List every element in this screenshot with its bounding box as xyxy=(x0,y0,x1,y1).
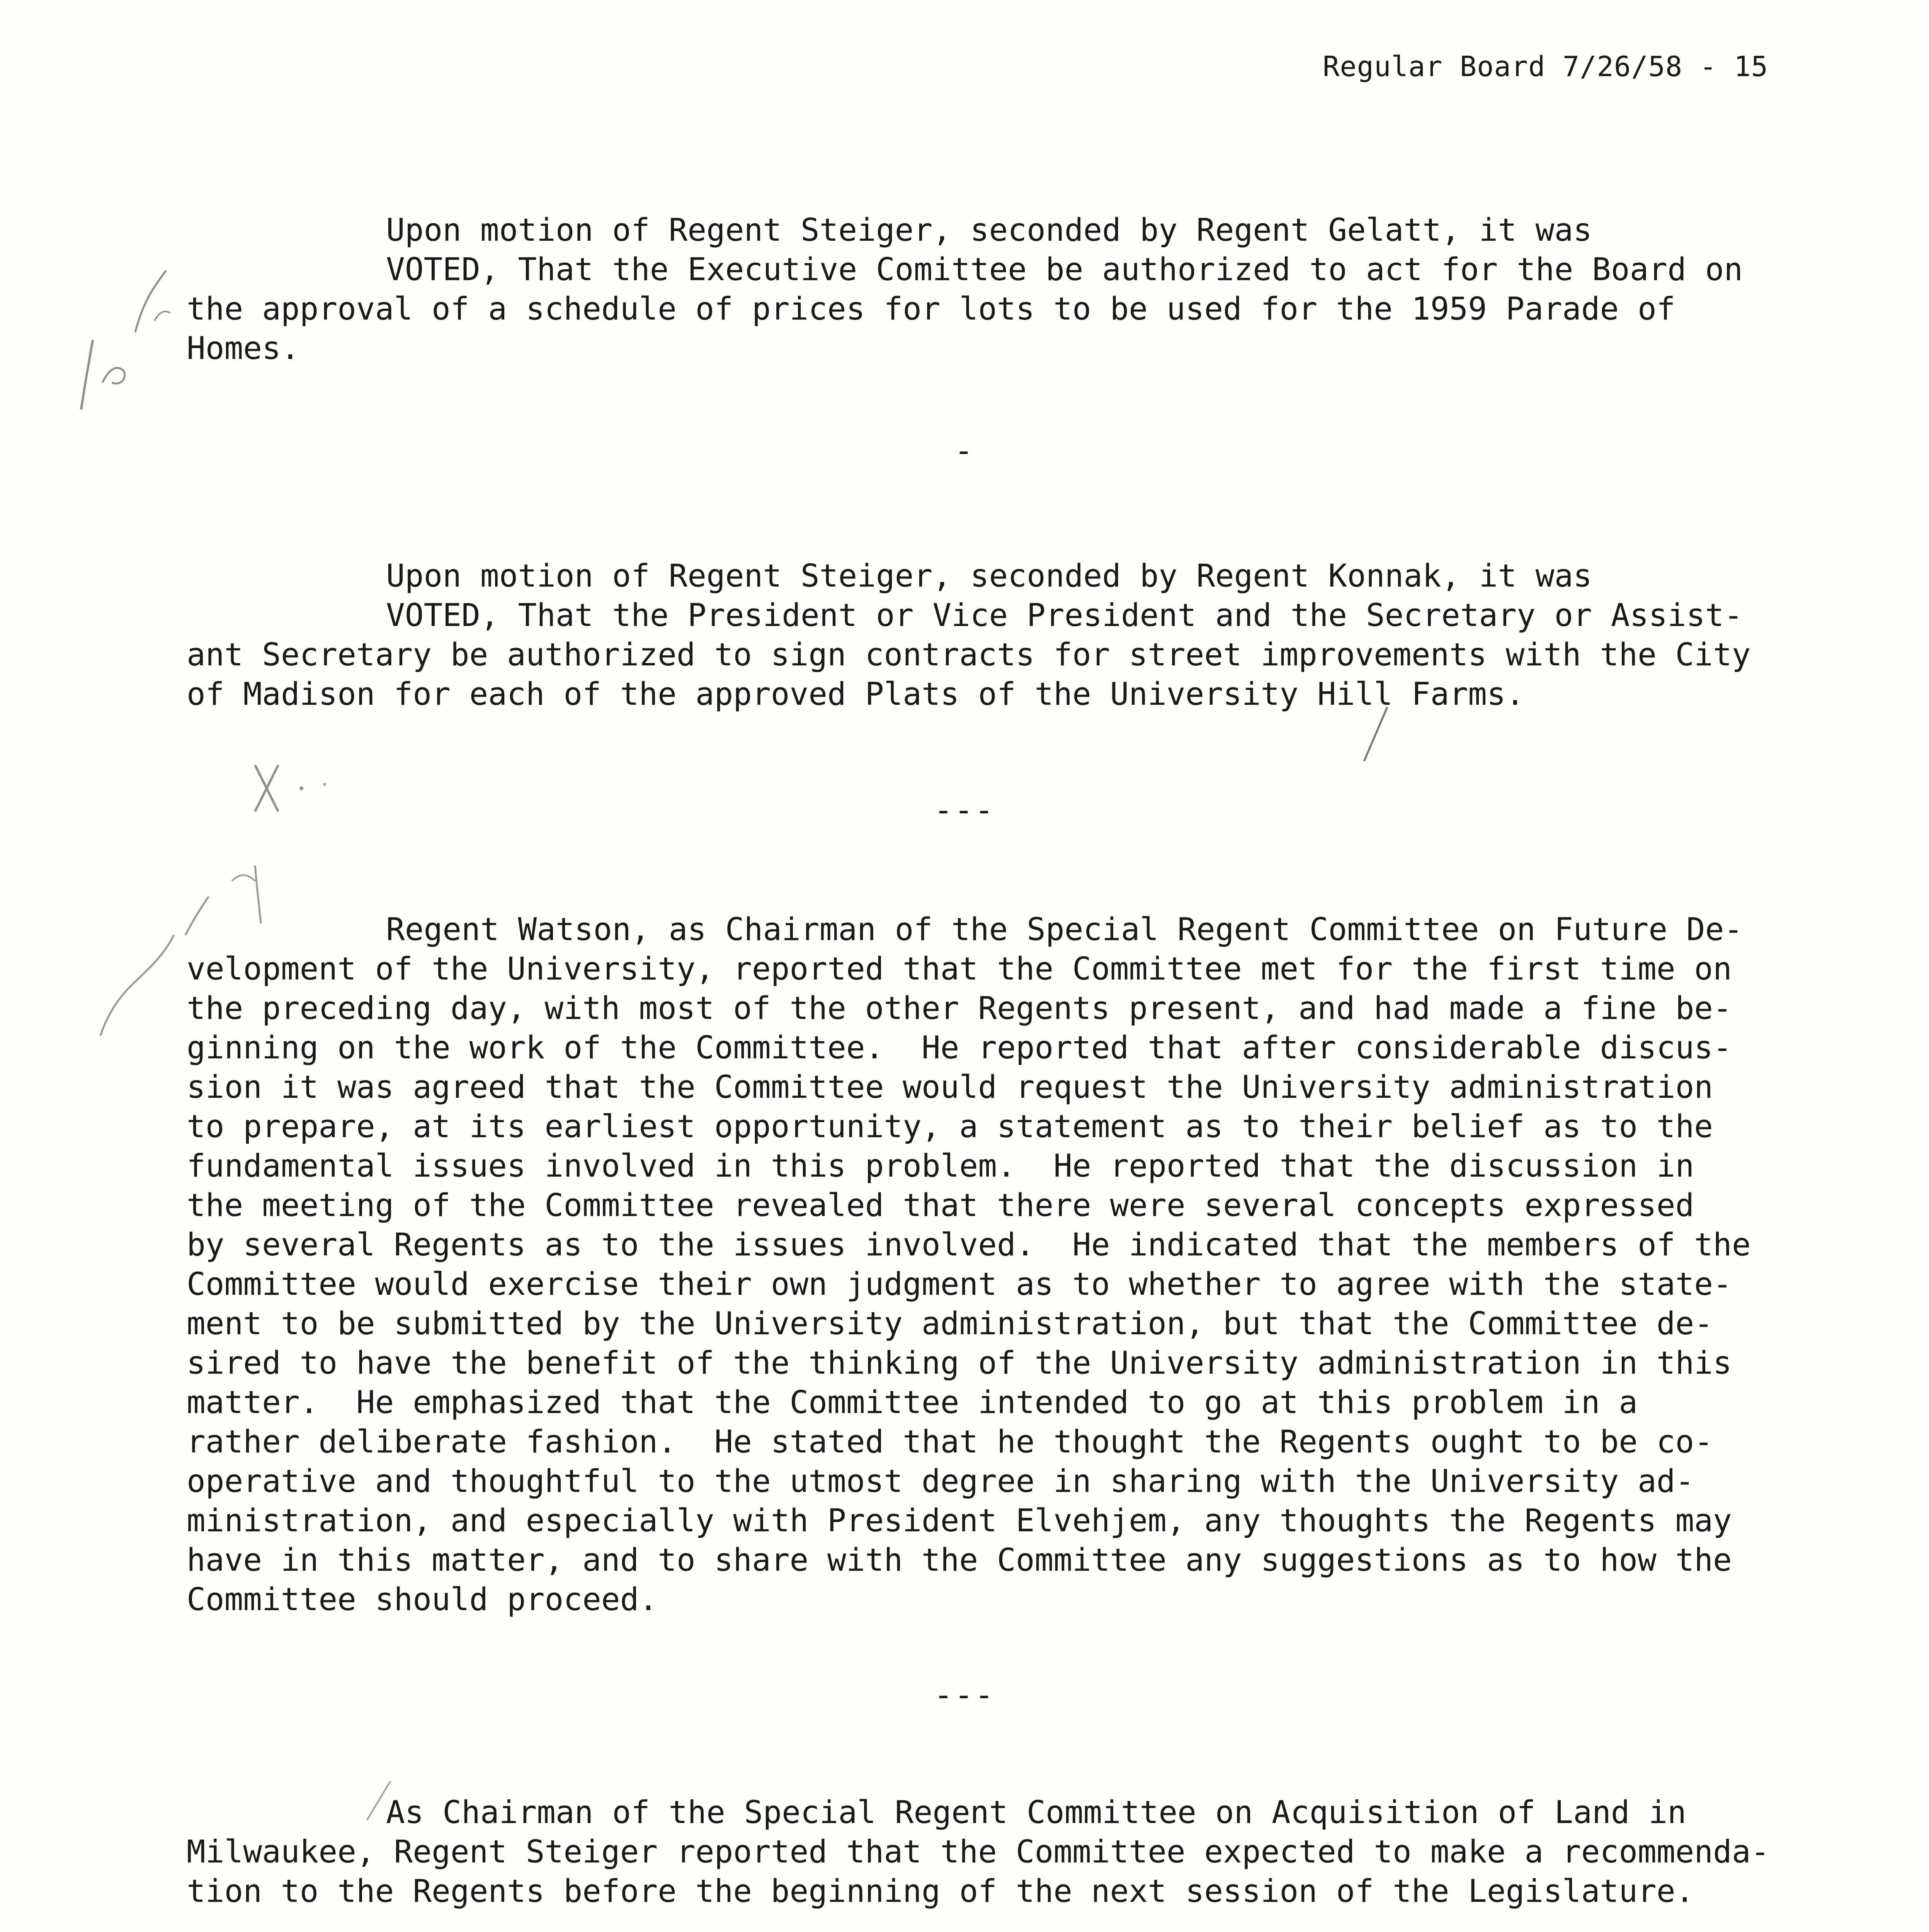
paragraph-line: rather deliberate fashion. He stated that he thought the Regents ought to be co- xyxy=(187,1424,1713,1460)
paragraph-line: matter. He emphasized that the Committee intended to go at this problem in a xyxy=(187,1384,1638,1421)
paragraph-line: to prepare, at its earliest opportunity, a statement as to their belief as to the xyxy=(187,1109,1713,1145)
margin-mark-x xyxy=(247,757,348,819)
paragraph-line: ginning on the work of the Committee. He reported that after considerable discus- xyxy=(187,1030,1732,1066)
paragraph-line: Committee should proceed. xyxy=(187,1582,658,1618)
margin-scribble-lower xyxy=(85,858,286,1043)
paragraph-line: Committee would exercise their own judgment as to whether to agree with the state- xyxy=(187,1266,1732,1303)
paragraph-line: of Madison for each of the approved Plats of the University Hill Farms. xyxy=(187,676,1525,713)
paragraph-line: ant Secretary be authorized to sign contracts for street improvements with the City xyxy=(187,637,1751,673)
paragraph-line: operative and thoughtful to the utmost degree in sharing with the University ad- xyxy=(187,1463,1694,1500)
section-separator: --- xyxy=(934,792,995,828)
paragraph-line: Upon motion of Regent Steiger, seconded by Regent Konnak, it was xyxy=(386,558,1592,594)
checkmark-tick xyxy=(1352,703,1399,765)
paragraph-line: tion to the Regents before the beginning of the next session of the Legislature. xyxy=(187,1873,1694,1910)
paragraph-line: by several Regents as to the issues involved. He indicated that the members of the xyxy=(187,1227,1751,1263)
paragraph-line: the approval of a schedule of prices for lots to be used for the 1959 Parade of xyxy=(187,291,1676,327)
margin-scribble-top xyxy=(66,255,182,417)
paragraph-line: sired to have the benefit of the thinking of the University administration in this xyxy=(187,1345,1732,1381)
paragraph-street-improvements xyxy=(187,556,1786,714)
paragraph-line: ment to be submitted by the University administration, but that the Committee de- xyxy=(187,1306,1713,1342)
paragraph-line: fundamental issues involved in this problem. He reported that the discussion in xyxy=(187,1148,1694,1184)
paragraph-line: have in this matter, and to share with the Committee any suggestions as to how the xyxy=(187,1542,1732,1578)
paragraph-future-development xyxy=(187,910,1786,1619)
paragraph-line: Homes. xyxy=(187,330,300,367)
paragraph-executive-committee xyxy=(187,211,1786,368)
paragraph-line: As Chairman of the Special Regent Committee on Acquisition of Land in xyxy=(386,1794,1686,1831)
paragraph-line: ministration, and especially with President Elvehjem, any thoughts the Regents may xyxy=(187,1503,1732,1539)
paragraph-line: Regent Watson, as Chairman of the Special Regent Committee on Future De- xyxy=(386,912,1743,948)
paragraph-line: velopment of the University, reported that the Committee met for the first time on xyxy=(187,951,1732,987)
checkmark-tick xyxy=(359,1777,398,1824)
paragraph-line: VOTED, That the Executive Comittee be authorized to act for the Board on xyxy=(386,252,1743,288)
paragraph-line: the meeting of the Committee revealed that there were several concepts expressed xyxy=(187,1187,1694,1224)
section-separator: --- xyxy=(934,1677,995,1713)
section-separator: - xyxy=(954,433,975,469)
paragraph-line: the preceding day, with most of the other Regents present, and had made a fine be- xyxy=(187,990,1732,1027)
running-head: Regular Board 7/26/58 - 15 xyxy=(1322,50,1768,83)
paragraph-milwaukee-land xyxy=(187,1793,1786,1911)
paragraph-line: VOTED, That the President or Vice President and the Secretary or Assist- xyxy=(386,597,1743,634)
paragraph-line: Milwaukee, Regent Steiger reported that the Committee expected to make a recommenda- xyxy=(187,1834,1770,1870)
paragraph-line: Upon motion of Regent Steiger, seconded by Regent Gelatt, it was xyxy=(386,212,1592,248)
paragraph-line: sion it was agreed that the Committee would request the University administration xyxy=(187,1069,1713,1105)
